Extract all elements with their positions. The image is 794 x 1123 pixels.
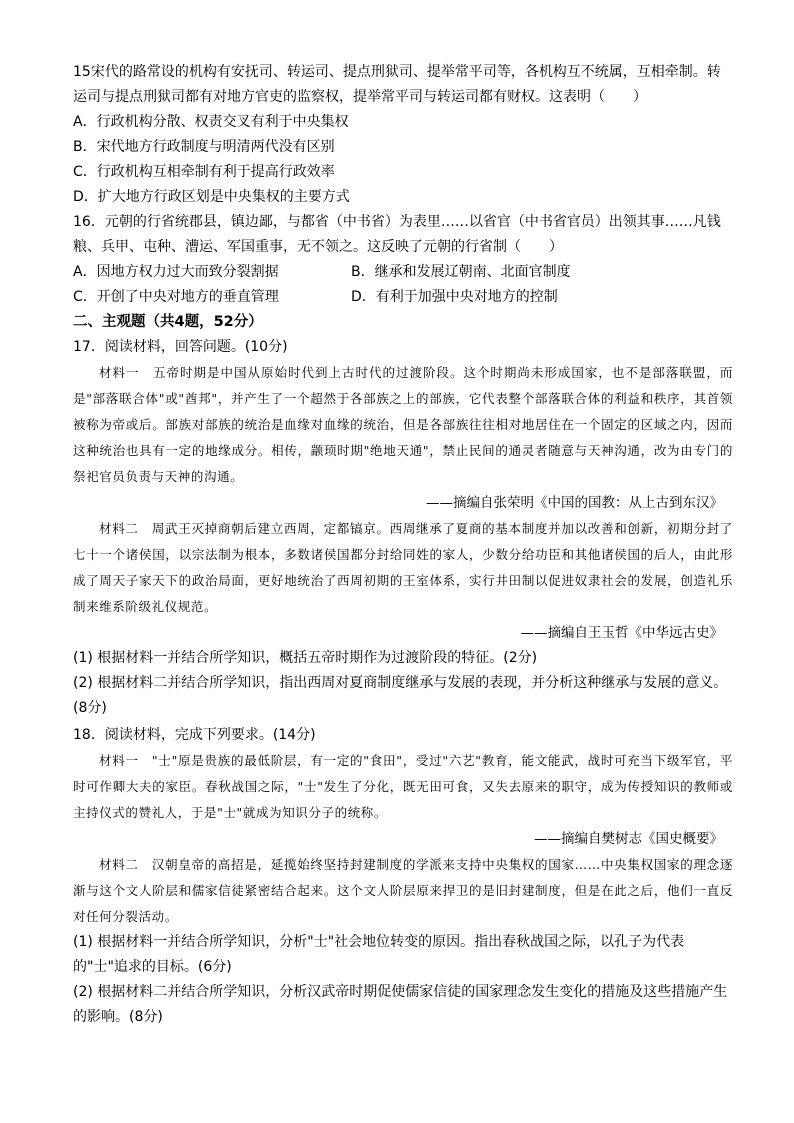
question-18-sub-1: (1) 根据材料一并结合所学知识，分析"士"社会地位转变的原因。指出春秋战国之际，以孔子为代表的"士"追求的目标。(6分)	[73, 934, 685, 975]
question-15-option-d: D．扩大地方行政区划是中央集权的主要方式	[73, 189, 350, 205]
question-18-material-1: 材料一 "士"原是贵族的最低阶层，有一定的"食田"，受过"六艺"教育，能文能武，战时可充当下级军官，平时可作卿大夫的家臣。春秋战国之际，"士"发生了分化，既无田可食，又失去原来的职守，成为传授知识的教师或主持仪式的赞礼人，于是"士"就成为知识分子的统称。	[73, 753, 733, 820]
question-18-material-2: 材料二 汉朝皇帝的高招是，延揽始终坚持封建制度的学派来支持中央集权的国家……中央集权国家的理念逐渐与这个文人阶层和儒家信徒紧密结合起来。这个文人阶层原来捍卫的是旧封建制度，但是在此之后，他们一直反对任何分裂活动。	[73, 857, 733, 924]
question-18-material-1-source: ——摘编自樊树志《国史概要》	[534, 831, 723, 847]
question-17-material-1-source: ——摘编自张荣明《中国的国教：从上古到东汉》	[426, 495, 723, 511]
question-17-title: 17．阅读材料，回答问题。(10分)	[73, 339, 288, 355]
question-16-option-d: D．有利于加强中央对地方的控制	[351, 289, 558, 305]
question-17-sub-1: (1) 根据材料一并结合所学知识，概括五帝时期作为过渡阶段的特征。(2分)	[73, 650, 538, 666]
question-16-option-a: A．因地方权力过大而致分裂割据	[73, 264, 279, 280]
section-2-title: 二、主观题（共4题，52分）	[73, 314, 263, 330]
question-15-stem: 15宋代的路常设的机构有安抚司、转运司、提点刑狱司、提举常平司等，各机构互不统属，互相牵制。转运司与提点刑狱司都有对地方官吏的监察权，提举常平司与转运司都有财权。这表明（ ）	[73, 64, 721, 105]
exam-page	[73, 60, 733, 1030]
question-16-option-b: B．继承和发展辽朝南、北面官制度	[351, 264, 571, 280]
question-17-sub-2: (2) 根据材料二并结合所学知识，指出西周对夏商制度继承与发展的表现，并分析这种继承与发展的意义。(8分)	[73, 675, 728, 716]
question-15-option-b: B．宋代地方行政制度与明清两代没有区别	[73, 139, 335, 155]
question-16-options-row-1	[73, 260, 733, 285]
question-15-option-a: A．行政机构分散、权责交叉有利于中央集权	[73, 114, 349, 130]
question-17-material-1: 材料一 五帝时期是中国从原始时代到上古时代的过渡阶段。这个时期尚未形成国家，也不是部落联盟，而是"部落联合体"或"酋邦"，并产生了一个超然于各部族之上的部族，它代表整个部落联合体的利益和秩序，其首领被称为帝或后。部族对部族的统治是血缘对血缘的统治，但是各部族往往相对地居住在一个固定的区域之内，因而这种统治也具有一定的地缘成分。相传，颛顼时期"绝地天通"，禁止民间的通灵者随意与天神沟通，改为由专门的祭祀官员负责与天神的沟通。	[73, 365, 733, 484]
question-18-sub-2: (2) 根据材料二并结合所学知识，分析汉武帝时期促使儒家信徒的国家理念发生变化的措施及这些措施产生的影响。(8分)	[73, 984, 728, 1025]
question-17-material-2: 材料二 周武王灭掉商朝后建立西周，定都镐京。西周继承了夏商的基本制度并加以改善和创新，初期分封了七十一个诸侯国，以宗法制为根本，多数诸侯国都分封给同姓的家人，少数分给功臣和其他诸侯国的后人，由此形成了周天子家天下的政治局面，更好地统治了西周初期的王室体系，实行井田制以促进奴隶社会的发展，创造礼乐制来维系阶级礼仪规范。	[73, 521, 733, 614]
question-18-title: 18．阅读材料，完成下列要求。(14分)	[73, 727, 316, 743]
question-15-option-c: C．行政机构互相牵制有利于提高行政效率	[73, 164, 335, 180]
question-16-options-row-2	[73, 285, 733, 310]
question-17-material-2-source: ——摘编自王玉哲《中华远古史》	[520, 625, 723, 641]
question-16-stem: 16．元朝的行省统郡县，镇边鄙，与都省（中书省）为表里……以省官（中书省官员）出领其事……凡钱粮、兵甲、屯种、漕运、军国重事，无不领之。这反映了元朝的行省制（ ）	[73, 214, 721, 255]
question-16-option-c: C．开创了中央对地方的垂直管理	[73, 289, 279, 305]
